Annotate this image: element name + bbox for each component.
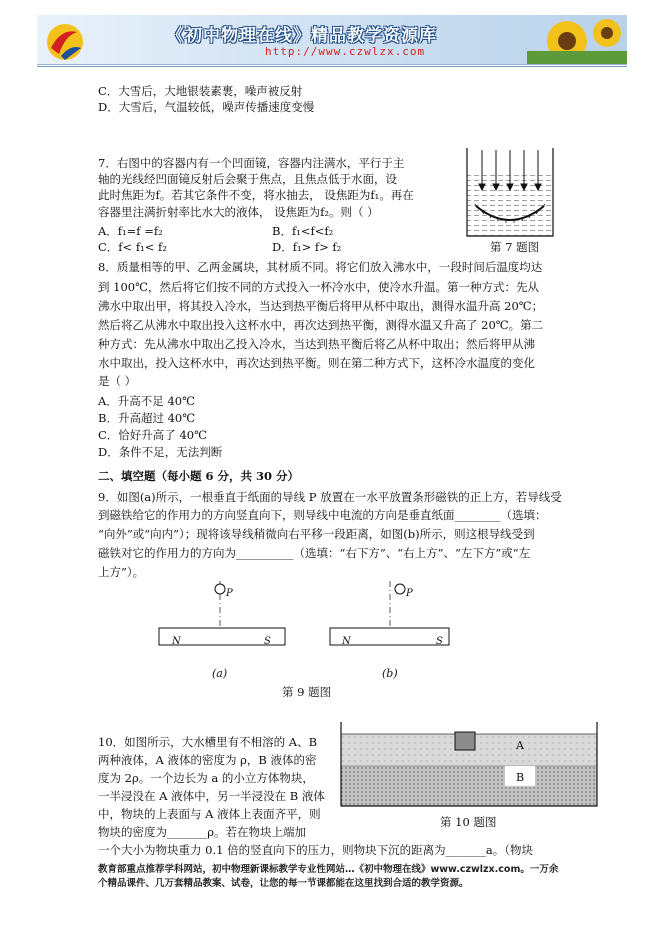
q7-figure bbox=[466, 148, 556, 238]
q9-b-wire-label: P bbox=[406, 588, 413, 599]
q8-line-2: 到 100℃，然后将它们按不同的方式投入一杯冷水中，使冷水升温。第一种方式：先从 bbox=[98, 280, 539, 294]
header-divider bbox=[37, 66, 627, 67]
q8-option-b: B．升高超过 40℃ bbox=[98, 411, 196, 425]
q10-line-6: 物块的密度为_______ρ。若在物块上端加 bbox=[98, 825, 307, 839]
q8-option-d: D．条件不足，无法判断 bbox=[98, 445, 223, 459]
q9-figure-caption: 第 9 题图 bbox=[282, 685, 332, 699]
site-logo-icon bbox=[43, 18, 87, 62]
banner-title: 《初中物理在线》精品教学资源库 bbox=[167, 26, 437, 46]
footer-line-2: 个精品课件、几万套精品教案、试卷，让您的每一节课都能在这里找到合适的教学资源。 bbox=[98, 878, 469, 889]
q10-liquid-a-label: A bbox=[516, 739, 524, 752]
q10-line-4: 一半浸没在 A 液体中，另一半浸没在 B 液体 bbox=[98, 789, 325, 803]
q9-line-4: 磁铁对它的作用力的方向为__________（选填：“右下方”、“右上方”、“左下方”或“左 bbox=[98, 546, 531, 560]
q9-b-label: (b) bbox=[382, 667, 398, 680]
footer-line-1: 教育部重点推荐学科网站，初中物理新课标教学专业性网站…《初中物理在线》www.czwlzx.com。一万余 bbox=[98, 864, 559, 875]
q9-b-south-label: S bbox=[436, 636, 443, 647]
q9-b-north-label: N bbox=[342, 636, 351, 647]
q10-figure-caption: 第 10 题图 bbox=[440, 815, 497, 829]
section-heading: 二、填空题（每小题 6 分，共 30 分） bbox=[98, 469, 300, 483]
q7-option-c: C．f< f₁< f₂ bbox=[98, 240, 167, 254]
banner-url: http://www.czwlzx.com bbox=[265, 45, 426, 58]
q8-line-4: 然后将乙从沸水中取出投入这杯水中，再次达到热平衡，测得水温又升高了 20℃。第二 bbox=[98, 318, 544, 332]
q9-a-wire-label: P bbox=[226, 588, 233, 599]
q10-liquid-b-label: B bbox=[516, 771, 525, 784]
q6-option-c: C．大雪后，大地银装素裹，噪声被反射 bbox=[98, 84, 303, 98]
q10-line-5: 中，物块的上表面与 A 液体上表面齐平，则 bbox=[98, 807, 321, 821]
q9-line-5: 上方”）。 bbox=[98, 565, 145, 579]
q9-line-2: 到磁铁给它的作用力的方向竖直向下，则导线中电流的方向是垂直纸面________（选填： bbox=[98, 508, 547, 522]
q9-a-label: (a) bbox=[212, 667, 228, 680]
q7-line-4: 容器里注满折射率比水大的液体， 设焦距为f₂。则（ ） bbox=[98, 205, 379, 219]
q8-option-a: A．升高不足 40℃ bbox=[98, 394, 195, 408]
q7-option-d: D．f₁> f> f₂ bbox=[272, 240, 342, 254]
q8-line-3: 沸水中取出甲，将其投入冷水，当达到热平衡后将甲从杯中取出，测得水温升高 20℃； bbox=[98, 299, 544, 313]
header-banner bbox=[37, 15, 627, 65]
q7-line-1: 7．右图中的容器内有一个凹面镜，容器内注满水，平行于主 bbox=[98, 156, 405, 170]
q7-option-b: B．f₁<f<f₂ bbox=[272, 224, 334, 238]
q8-line-6: 水中取出，投入这杯水中，再次达到热平衡。则在第二种方式下，这杯冷水温度的变化 bbox=[98, 356, 535, 370]
q8-line-7: 是（ ） bbox=[98, 374, 137, 388]
q7-line-2: 轴的光线经凹面镜反射后会聚于焦点，且焦点低于水面，设 bbox=[98, 172, 397, 186]
q8-line-1: 8．质量相等的甲、乙两金属块，其材质不同。将它们放入沸水中，一段时间后温度均达 bbox=[98, 260, 543, 274]
q10-line-2: 两种液体，A 液体的密度为 ρ，B 液体的密 bbox=[98, 753, 317, 767]
q10-figure bbox=[340, 722, 600, 810]
q6-option-d: D．大雪后，气温较低，噪声传播速度变慢 bbox=[98, 100, 315, 114]
q9-line-3: “向外”或“向内”）；现将该导线稍微向右平移一段距离，如图(b)所示，则这根导线受到 bbox=[98, 527, 535, 541]
q7-figure-caption: 第 7 题图 bbox=[490, 240, 540, 254]
q10-line-3: 度为 2ρ。一个边长为 a 的小立方体物块， bbox=[98, 771, 314, 785]
q10-line-7: 一个大小为物块重力 0.1 倍的竖直向下的压力，则物块下沉的距离为_______a。（物块 bbox=[98, 843, 533, 857]
q7-line-3: 此时焦距为f。若其它条件不变，将水抽去， 设焦距为f₁。再在 bbox=[98, 188, 414, 202]
q8-option-c: C．恰好升高了 40℃ bbox=[98, 428, 207, 442]
q8-line-5: 种方式：先从沸水中取出乙投入冷水，当达到热平衡后将乙从杯中取出；然后将甲从沸 bbox=[98, 337, 535, 351]
q10-line-1: 10．如图所示，大水槽里有不相溶的 A、B bbox=[98, 735, 318, 749]
sunflower-decoration-icon bbox=[507, 15, 627, 64]
q9-line-1: 9．如图(a)所示，一根垂直于纸面的导线 P 放置在一水平放置条形磁铁的正上方，若导线受 bbox=[98, 490, 562, 504]
q9-a-north-label: N bbox=[172, 636, 181, 647]
q9-a-south-label: S bbox=[264, 636, 271, 647]
q7-option-a: A．f₁=f =f₂ bbox=[98, 224, 163, 238]
